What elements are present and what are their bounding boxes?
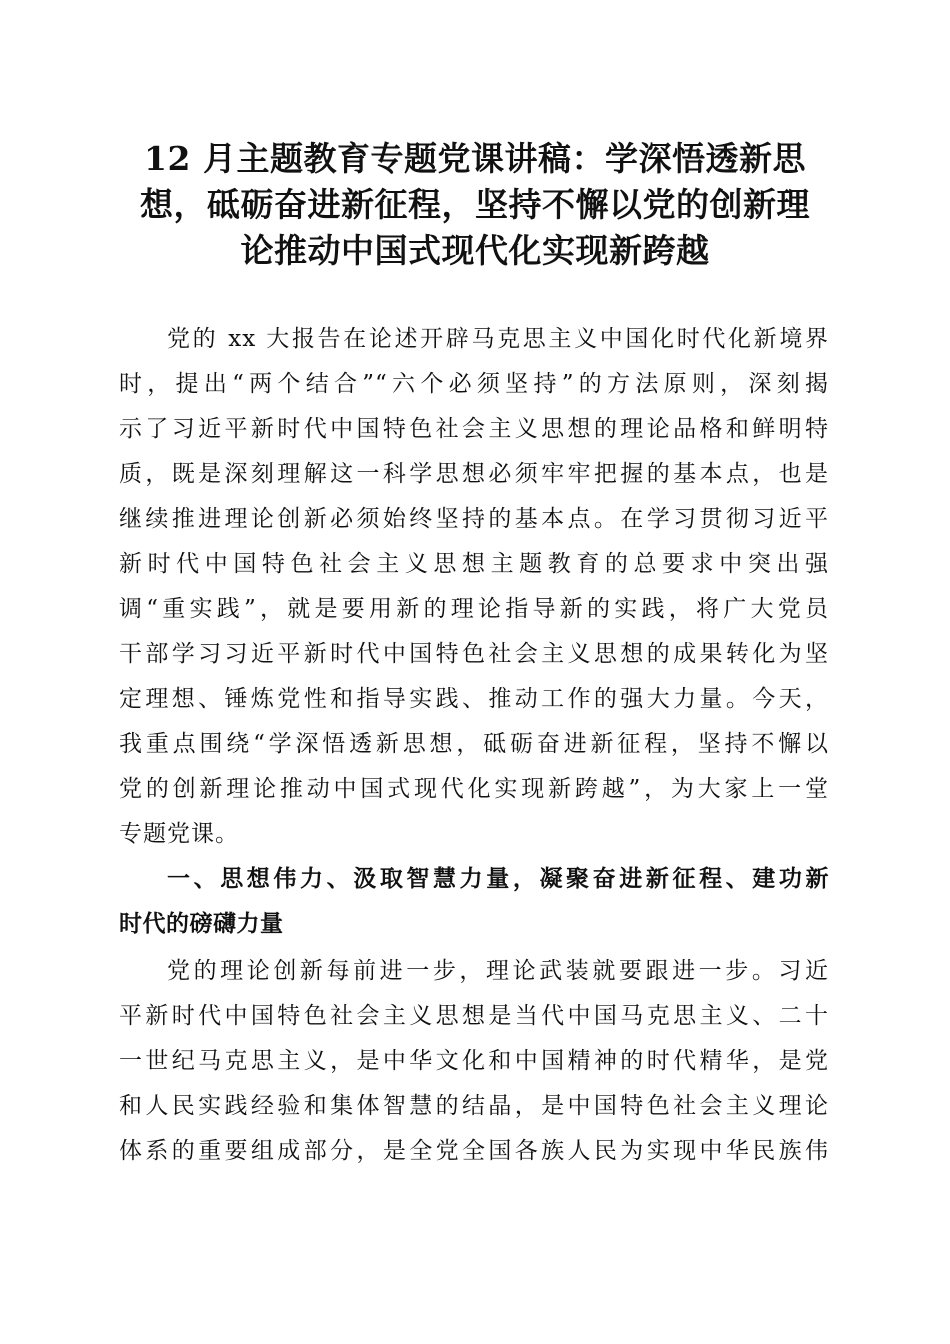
paragraph-line: 党的创新理论推动中国式现代化实现新跨越”，为大家上一堂 xyxy=(119,776,829,802)
document-body xyxy=(119,317,829,1174)
heading-line: 时代的磅礴力量 xyxy=(119,911,284,937)
paragraph-line: 时，提出“两个结合”“六个必须坚持”的方法原则，深刻揭 xyxy=(119,371,829,397)
paragraph-line: 体系的重要组成部分，是全党全国各族人民为实现中华民族伟 xyxy=(119,1138,829,1164)
paragraph-line: 我重点围绕“学深悟透新思想，砥砺奋进新征程，坚持不懈以 xyxy=(119,731,829,757)
paragraph-line: 质，既是深刻理解这一科学思想必须牢牢把握的基本点，也是 xyxy=(119,461,829,487)
paragraph-section-1 xyxy=(119,949,829,1174)
heading-line: 一、思想伟力、汲取智慧力量，凝聚奋进新征程、建功新 xyxy=(167,866,829,892)
paragraph-line: 一世纪马克思主义，是中华文化和中国精神的时代精华，是党 xyxy=(119,1048,829,1074)
paragraph-line: 平新时代中国特色社会主义思想是当代中国马克思主义、二十 xyxy=(119,1003,829,1029)
paragraph-line: 党的 xx 大报告在论述开辟马克思主义中国化时代化新境界 xyxy=(167,326,829,352)
paragraph-line: 党的理论创新每前进一步，理论武装就要跟进一步。习近 xyxy=(167,958,829,984)
paragraph-line: 定理想、锤炼党性和指导实践、推动工作的强大力量。今天， xyxy=(119,686,829,712)
title-line: 想，砥砺奋进新征程，坚持不懈以党的创新理 xyxy=(140,185,810,224)
section-heading-1 xyxy=(119,857,829,947)
paragraph-line: 和人民实践经验和集体智慧的结晶，是中国特色社会主义理论 xyxy=(119,1093,829,1119)
document-title xyxy=(110,136,840,274)
title-line: 论推动中国式现代化实现新跨越 xyxy=(240,231,710,270)
paragraph-intro xyxy=(119,317,829,857)
paragraph-line: 新时代中国特色社会主义思想主题教育的总要求中突出强 xyxy=(119,551,829,577)
paragraph-line: 继续推进理论创新必须始终坚持的基本点。在学习贯彻习近平 xyxy=(119,506,829,532)
paragraph-line: 示了习近平新时代中国特色社会主义思想的理论品格和鲜明特 xyxy=(119,416,829,442)
paragraph-line: 干部学习习近平新时代中国特色社会主义思想的成果转化为坚 xyxy=(119,641,829,667)
title-line: 12 月主题教育专题党课讲稿：学深悟透新思 xyxy=(144,139,806,178)
paragraph-line: 调“重实践”，就是要用新的理论指导新的实践，将广大党员 xyxy=(119,596,829,622)
paragraph-line: 专题党课。 xyxy=(119,821,239,847)
